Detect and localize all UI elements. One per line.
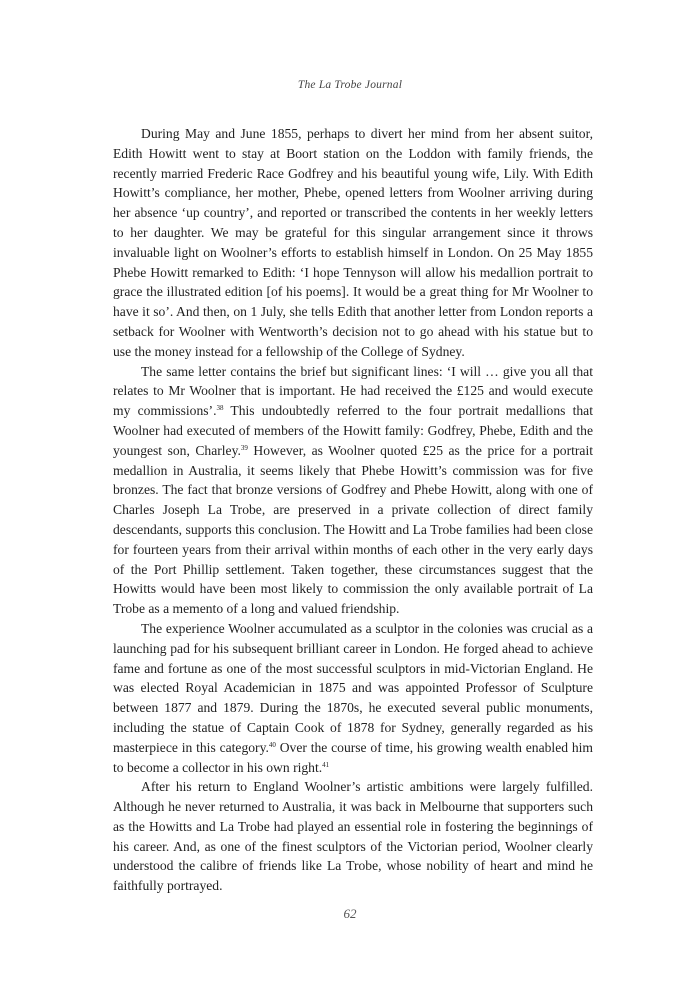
paragraph-text: This undoubtedly referred to the four portrait medallions that Woolner had executed of members of the Howitt family: Godfrey, Phebe, Edith and the youngest son, Charley. [113, 403, 593, 458]
page-number: 62 [343, 906, 357, 921]
paragraph-text: Over the course of time, his growing wealth enabled him to become a collector in his own right. [113, 739, 593, 775]
footnote-ref[interactable]: 40 [268, 740, 276, 749]
article-body [113, 124, 593, 896]
footnote-ref[interactable]: 41 [322, 760, 330, 769]
body-paragraph [113, 777, 593, 896]
paragraph-text: After his return to England Woolner’s artistic ambitions were largely fulfilled. Although he never returned to Australia, it was back in Melbourne that supporters such as the Howitts and La Trobe had played an essential role in fostering the beginnings of his career. And, as one of the finest sculptors of the Victorian period, Woolner clearly understood the calibre of friends like La Trobe, whose nobility of heart and mind he faithfully portrayed. [113, 779, 593, 894]
paragraph-text: During May and June 1855, perhaps to divert her mind from her absent suitor, Edith Howitt went to stay at Boort station on the Loddon with family friends, the recently married Frederic Race Godfrey and his beautiful young wife, Lily. With Edith Howitt’s compliance, her mother, Phebe, opened letters from Woolner arriving during her absence ‘up country’, and reported or transcribed the contents in her weekly letters to her daughter. We may be grateful for this singular arrangement since it throws invaluable light on Woolner’s efforts to establish himself in London. On 25 May 1855 Phebe Howitt remarked to Edith: ‘I hope Tennyson will allow his medallion portrait to grace the illustrated edition [of his poems]. It would be a great thing for Mr Woolner to have it so’. And then, on 1 July, she tells Edith that another letter from London reports a setback for Woolner with Wentworth’s decision not to go ahead with his statue but to use the money instead for a fellowship of the College of Sydney. [113, 126, 593, 359]
running-head: The La Trobe Journal [297, 79, 403, 91]
footnote-ref[interactable]: 39 [240, 443, 248, 452]
body-paragraph [113, 124, 593, 362]
body-paragraph [113, 362, 593, 619]
paragraph-text: The same letter contains the brief but significant lines: ‘I will … give you all that relates to Mr Woolner that is important. He had received the £125 and would execute my commissions’. [113, 363, 593, 419]
paragraph-text: However, as Woolner quoted £25 as the price for a portrait medallion in Australia, it seems likely that Phebe Howitt’s commission was for five bronzes. The fact that bronze versions of Godfrey and Phebe Howitt, along with one of Charles Joseph La Trobe, are preserved in a private collection of direct family descendants, supports this conclusion. The Howitt and La Trobe families had been close for fourteen years from their arrival within months of each other in the very early days of the Port Phillip settlement. Taken together, these circumstances suggest that the Howitts would have been most likely to commission the only available portrait of La Trobe as a memento of a long and valued friendship. [113, 442, 593, 617]
paragraph-text: The experience Woolner accumulated as a sculptor in the colonies was crucial as a launching pad for his subsequent brilliant career in London. He forged ahead to achieve fame and fortune as one of the most successful sculptors in mid-Victorian England. He was elected Royal Academician in 1875 and was appointed Professor of Sculpture between 1877 and 1879. During the 1870s, he executed several public monuments, including the statue of Captain Cook of 1878 for Sydney, generally regarded as his masterpiece in this category. [113, 620, 593, 755]
body-paragraph [113, 619, 593, 777]
footnote-ref[interactable]: 38 [216, 404, 224, 413]
